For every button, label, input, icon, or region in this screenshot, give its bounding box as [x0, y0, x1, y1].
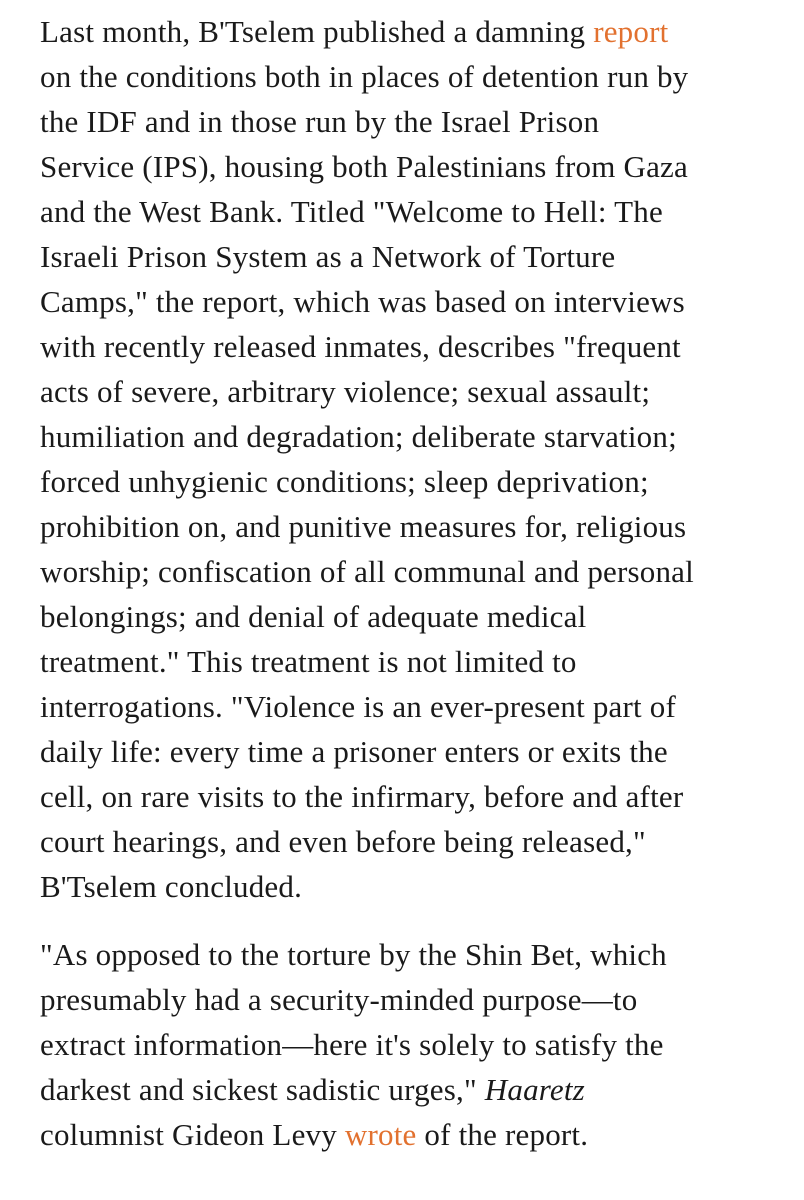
wrote-link[interactable]: wrote: [344, 1117, 417, 1152]
text-segment: and the West Bank. Titled "Welcome to Hell: The: [40, 194, 663, 229]
text-line: [40, 684, 774, 729]
text-segment: columnist Gideon Levy: [40, 1117, 345, 1152]
text-line: [40, 819, 774, 864]
text-segment: the IDF and in those run by the Israel Prison: [40, 104, 600, 139]
text-segment: interrogations. "Violence is an ever-present part of: [40, 689, 677, 724]
text-line: [40, 729, 774, 774]
text-line: [40, 9, 774, 54]
text-segment: darkest and sickest sadistic urges,": [40, 1072, 485, 1107]
publication-name: Haaretz: [484, 1072, 585, 1107]
text-line: [40, 864, 774, 909]
text-segment: Last month, B'Tselem published a damning: [40, 14, 594, 49]
text-line: [40, 1112, 774, 1157]
text-line: [40, 774, 774, 819]
article-paragraph: [40, 9, 774, 909]
text-line: [40, 279, 774, 324]
text-segment: forced unhygienic conditions; sleep deprivation;: [40, 464, 649, 499]
text-line: [40, 977, 774, 1022]
text-line: [40, 932, 774, 977]
text-line: [40, 639, 774, 684]
text-line: [40, 459, 774, 504]
text-line: [40, 369, 774, 414]
text-line: [40, 189, 774, 234]
text-segment: presumably had a security-minded purpose—to: [40, 982, 638, 1017]
text-line: [40, 144, 774, 189]
text-segment: "As opposed to the torture by the Shin Bet, which: [40, 937, 667, 972]
text-segment: of the report.: [416, 1117, 589, 1152]
text-segment: Israeli Prison System as a Network of Torture: [40, 239, 616, 274]
text-line: [40, 549, 774, 594]
text-segment: B'Tselem concluded.: [40, 869, 303, 904]
text-line: [40, 1067, 774, 1112]
text-segment: treatment." This treatment is not limited to: [40, 644, 577, 679]
text-segment: daily life: every time a prisoner enters or exits the: [40, 734, 668, 769]
text-segment: with recently released inmates, describes "frequent: [40, 329, 681, 364]
report-link[interactable]: report: [593, 14, 669, 49]
text-line: [40, 99, 774, 144]
text-line: [40, 54, 774, 99]
text-segment: court hearings, and even before being released,": [40, 824, 646, 859]
text-segment: Camps," the report, which was based on interviews: [40, 284, 685, 319]
text-segment: worship; confiscation of all communal and personal: [40, 554, 694, 589]
text-segment: humiliation and degradation; deliberate starvation;: [40, 419, 677, 454]
text-line: [40, 1022, 774, 1067]
text-line: [40, 504, 774, 549]
text-segment: extract information—here it's solely to satisfy the: [40, 1027, 664, 1062]
text-segment: cell, on rare visits to the infirmary, before and after: [40, 779, 684, 814]
text-segment: Service (IPS), housing both Palestinians from Gaza: [40, 149, 688, 184]
text-segment: belongings; and denial of adequate medical: [40, 599, 587, 634]
text-segment: prohibition on, and punitive measures for, religious: [40, 509, 687, 544]
text-line: [40, 594, 774, 639]
text-line: [40, 414, 774, 459]
text-line: [40, 234, 774, 279]
text-segment: on the conditions both in places of detention run by: [40, 59, 689, 94]
article-paragraph: [40, 932, 774, 1157]
text-line: [40, 324, 774, 369]
text-segment: acts of severe, arbitrary violence; sexual assault;: [40, 374, 651, 409]
